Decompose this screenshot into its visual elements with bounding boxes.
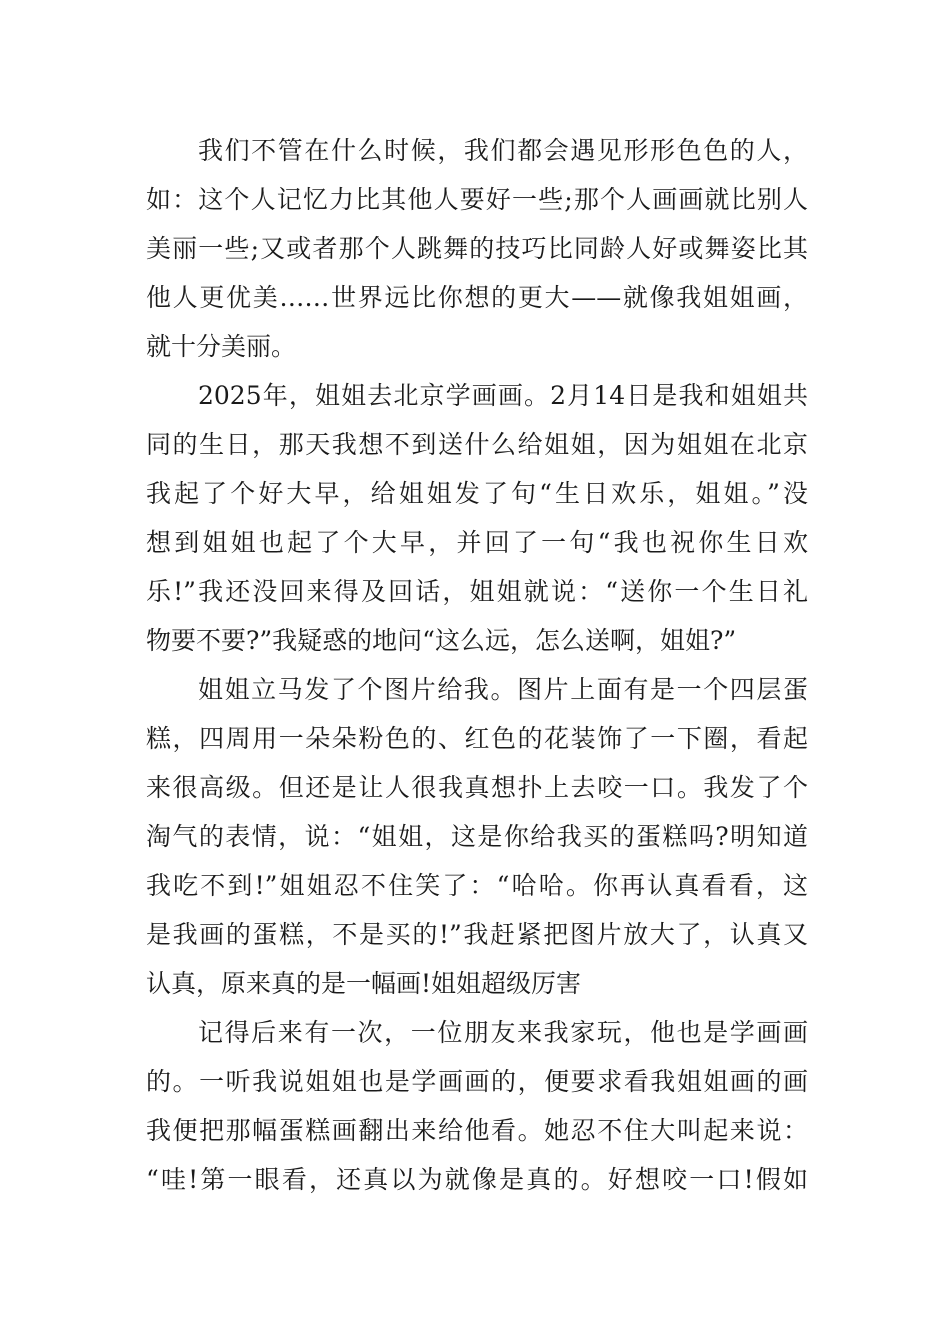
text-line: 同的生日，那天我想不到送什么给姐姐，因为姐姐在北京: [146, 430, 808, 459]
text-line: 糕，四周用一朵朵粉色的、红色的花装饰了一下圈，看起: [146, 724, 808, 753]
text-line: 记得后来有一次，一位朋友来我家玩，他也是学画画: [198, 1018, 808, 1047]
paragraph-1: [146, 126, 808, 371]
text-line: 我起了个好大早，给姐姐发了句“生日欢乐，姐姐。”没: [146, 479, 808, 508]
text-line: 姐姐立马发了个图片给我。图片上面有是一个四层蛋: [198, 675, 808, 704]
text-line: 我便把那幅蛋糕画翻出来给他看。她忍不住大叫起来说：: [146, 1116, 808, 1145]
paragraph-2: [146, 371, 808, 665]
text-line: 的。一听我说姐姐也是学画画的，便要求看我姐姐画的画: [146, 1067, 808, 1096]
text-line: “哇!第一眼看，还真以为就像是真的。好想咬一口!假如: [146, 1165, 808, 1194]
paragraph-3: [146, 665, 808, 1008]
text-line: 物要不要?”我疑惑的地问“这么远，怎么送啊，姐姐?”: [146, 626, 737, 655]
text-line: 认真，原来真的是一幅画!姐姐超级厉害: [146, 969, 582, 998]
text-line: 他人更优美……世界远比你想的更大——就像我姐姐画，: [146, 283, 808, 312]
text-line: 2025年，姐姐去北京学画画。2月14日是我和姐姐共: [198, 381, 808, 410]
document-page: [146, 126, 808, 1204]
paragraph-4: [146, 1008, 808, 1204]
text-line: 乐!”我还没回来得及回话，姐姐就说：“送你一个生日礼: [146, 577, 808, 606]
text-line: 我吃不到!”姐姐忍不住笑了：“哈哈。你再认真看看，这: [146, 871, 808, 900]
text-line: 如：这个人记忆力比其他人要好一些;那个人画画就比别人: [146, 185, 808, 214]
text-line: 是我画的蛋糕，不是买的!”我赶紧把图片放大了，认真又: [146, 920, 808, 949]
text-line: 想到姐姐也起了个大早，并回了一句“我也祝你生日欢: [146, 528, 808, 557]
text-line: 来很高级。但还是让人很我真想扑上去咬一口。我发了个: [146, 773, 808, 802]
text-line: 美丽一些;又或者那个人跳舞的技巧比同龄人好或舞姿比其: [146, 234, 808, 263]
text-line: 淘气的表情，说：“姐姐，这是你给我买的蛋糕吗?明知道: [146, 822, 808, 851]
text-line: 就十分美丽。: [146, 332, 297, 361]
text-line: 我们不管在什么时候，我们都会遇见形形色色的人，: [198, 136, 808, 165]
